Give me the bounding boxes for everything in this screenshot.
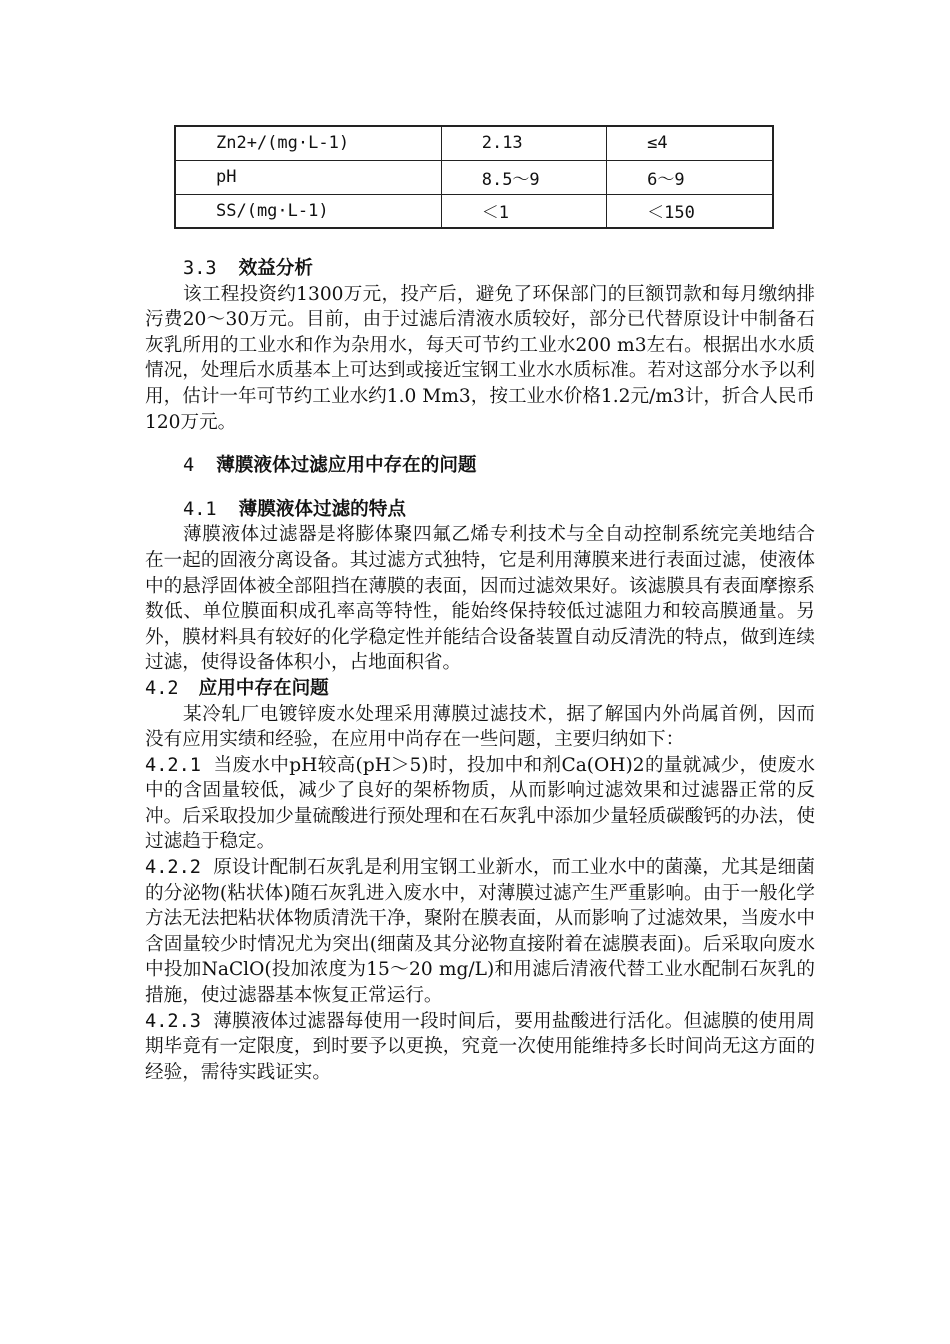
table-cell: ≤4 — [607, 126, 773, 160]
document-body — [145, 256, 815, 1085]
table-cell: 6～9 — [607, 160, 773, 194]
water-quality-table — [174, 125, 774, 229]
section-heading-4-2: 4.2 应用中存在问题 — [145, 677, 329, 699]
table-cell: ＜150 — [607, 194, 773, 228]
table-row — [175, 126, 773, 160]
paragraph: 该工程投资约1300万元，投产后，避免了环保部门的巨额罚款和每月缴纳排污费20～30万元。目前，由于过滤后清液水质较好，部分已代替原设计中制备石灰乳所用的工业水和作为杂用水，每天可节约工业水200 m3左右。根据出水水质情况，处理后水质基本上可达到或接近宝钢工业水水质标准。若对这部分水予以利用，估计一年可节约工业水约1.0 Mm3，按工业水价格1.2元/m3计，折合人民币120万元。 — [145, 283, 815, 433]
section-heading-3-3: 3.3 效益分析 — [183, 258, 313, 279]
table-row — [175, 160, 773, 194]
list-item: 4.2.1 当废水中pH较高(pH＞5)时，投加中和剂Ca(OH)2的量就减少，使废水中的含固量较低，减少了良好的架桥物质，从而影响过滤效果和过滤器正常的反冲。后采取投加少量硫酸进行预处理和在石灰乳中添加少量轻质碳酸钙的办法，使过滤趋于稳定。 — [145, 754, 816, 853]
paragraph: 某冷轧厂电镀锌废水处理采用薄膜过滤技术，据了解国内外尚属首例，因而没有应用实绩和经验，在应用中尚存在一些问题，主要归纳如下： — [145, 703, 815, 751]
section-heading-4-1: 4.1 薄膜液体过滤的特点 — [183, 498, 406, 520]
table-cell: SS/(mg·L-1) — [175, 194, 441, 228]
list-item: 4.2.3 薄膜液体过滤器每使用一段时间后，要用盐酸进行活化。但滤膜的使用周期毕竟有一定限度，到时要予以更换，究竟一次使用能维持多长时间尚无这方面的经验，需待实践证实。 — [145, 1010, 815, 1083]
paragraph: 薄膜液体过滤器是将膨体聚四氟乙烯专利技术与全自动控制系统完美地结合在一起的固液分离设备。其过滤方式独特，它是利用薄膜来进行表面过滤，使液体中的悬浮固体被全部阻挡在薄膜的表面，因而过滤效果好。该滤膜具有表面摩擦系数低、单位膜面积成孔率高等特性，能始终保持较低过滤阻力和较高膜通量。另外，膜材料具有较好的化学稳定性并能结合设备装置自动反清洗的特点，做到连续过滤，使得设备体积小，占地面积省。 — [145, 524, 815, 674]
table-cell: ＜1 — [441, 194, 606, 228]
table-row — [175, 194, 773, 228]
table-cell: pH — [175, 160, 441, 194]
list-item: 4.2.2 原设计配制石灰乳是利用宝钢工业新水，而工业水中的菌藻，尤其是细菌的分泌物(粘状体)随石灰乳进入废水中，对薄膜过滤产生严重影响。由于一般化学方法无法把粘状体物质清洗干净，聚附在膜表面，从而影响了过滤效果，当废水中含固量较少时情况尤为突出(细菌及其分泌物直接附着在滤膜表面)。后采取向废水中投加NaClO(投加浓度为15～20 mg/L)和用滤后清液代替工业水配制石灰乳的措施，使过滤器基本恢复正常运行。 — [145, 857, 815, 1007]
section-heading-4: 4 薄膜液体过滤应用中存在的问题 — [183, 455, 477, 477]
table-cell: Zn2+/(mg·L-1) — [175, 126, 441, 160]
table-cell: 8.5～9 — [441, 160, 606, 194]
table-cell: 2.13 — [441, 126, 606, 160]
